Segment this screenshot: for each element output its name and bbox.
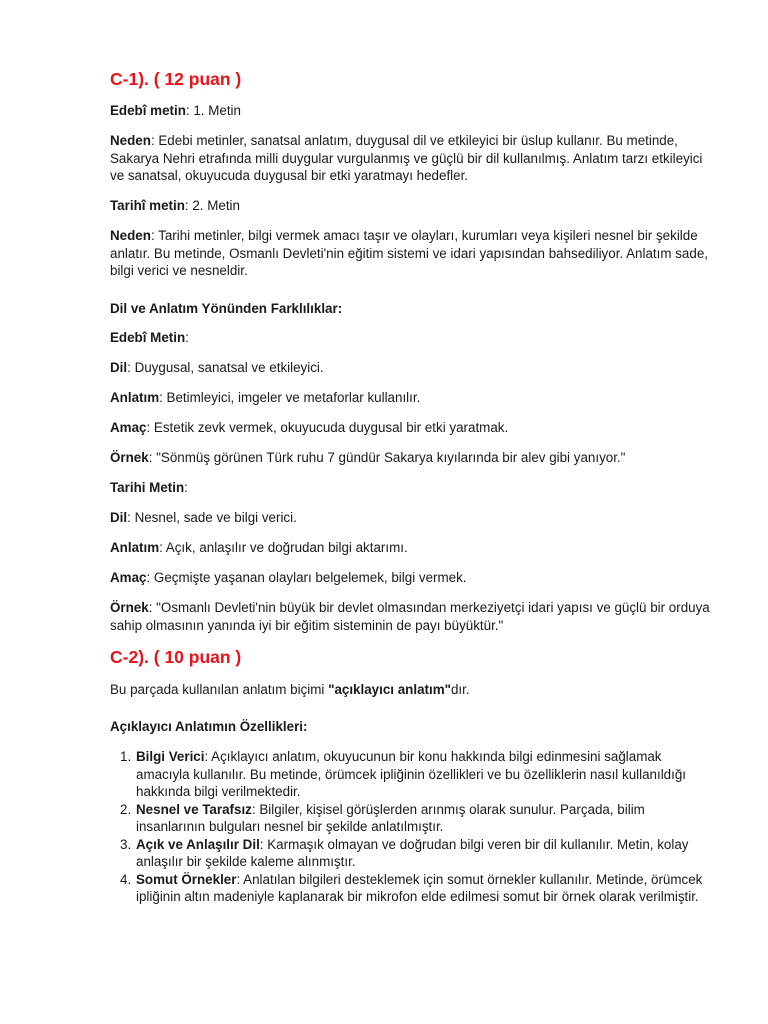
tarihi-metin-line [110, 197, 710, 215]
differences-heading: Dil ve Anlatım Yönünden Farklılıklar: [110, 301, 343, 316]
neden-paragraph-1 [110, 132, 710, 185]
features-list [110, 748, 710, 906]
list-item: 3. Açık ve Anlaşılır Dil: Karmaşık olmayan ve doğrudan bilgi veren bir dil kullanılır. Metin, kolay anlaşılır bir şekilde kaleme alınmıştır. [120, 836, 689, 869]
tarihi-amac-line: Amaç: Geçmişte yaşanan olayları belgelemek, bilgi vermek. [110, 570, 467, 585]
edebi-amac-line: Amaç: Estetik zevk vermek, okuyucuda duygusal bir etki yaratmak. [110, 420, 509, 435]
edebi-metin-label: Edebî metin [110, 103, 186, 118]
tarihi-metin-label: Tarihî metin [110, 198, 185, 213]
tarihi-metin-value: : 2. Metin [184, 198, 240, 213]
edebi-metin-value: : 1. Metin [185, 103, 241, 118]
tarihi-metin-subheading: Tarihi Metin: [110, 480, 188, 495]
tarihi-ornek-line: Örnek: "Osmanlı Devleti'nin büyük bir devlet olmasından merkeziyetçi idari yapısı ve güçlü bir orduya sahip olmasının yanında iyi bir eğitim sisteminin de payı büyüktür." [110, 600, 710, 633]
neden-label: Neden [110, 228, 151, 243]
edebi-anlatim-line: Anlatım: Betimleyici, imgeler ve metaforlar kullanılır. [110, 390, 421, 405]
c1-heading: C-1). ( 12 puan ) [110, 69, 242, 89]
tarihi-anlatim-line: Anlatım: Açık, anlaşılır ve doğrudan bilgi aktarımı. [110, 540, 408, 555]
edebi-metin-line [110, 102, 710, 120]
list-item: 1. Bilgi Verici: Açıklayıcı anlatım, okuyucunun bir konu hakkında bilgi edinmesini sağlamak amacıyla kullanılır. Bu metinde, örümcek ipliğinin özellikleri ve bu özelliklerin nasıl kullanıldığı hakkında bilgi verilmektedir. [120, 749, 687, 799]
edebi-metin-subheading: Edebî Metin: [110, 330, 189, 345]
list-item: 4. Somut Örnekler: Anlatılan bilgileri desteklemek için somut örnekler kullanılır. Metinde, örümcek ipliğinin altın madeniyle kaplanarak bir mikrofon elde edilmesi somut bir örnek olarak verilmiştir. [120, 871, 703, 904]
tarihi-dil-line: Dil: Nesnel, sade ve bilgi verici. [110, 510, 297, 525]
neden-label: Neden [110, 133, 151, 148]
c2-intro: Bu parçada kullanılan anlatım biçimi "açıklayıcı anlatım"dır. [110, 682, 470, 697]
list-item: 2. Nesnel ve Tarafsız: Bilgiler, kişisel görüşlerden arınmış olarak sunulur. Parçada, bilim insanlarının bulguları nesnel bir şekilde anlatılmıştır. [120, 801, 645, 834]
edebi-ornek-line: Örnek: "Sönmüş görünen Türk ruhu 7 gündür Sakarya kıyılarında bir alev gibi yanıyor." [110, 450, 626, 465]
c2-heading: C-2). ( 10 puan ) [110, 647, 242, 667]
neden-paragraph-2 [110, 227, 710, 280]
neden-text: : Edebi metinler, sanatsal anlatım, duygusal dil ve etkileyici bir üslup kullanır. Bu metinde, Sakarya Nehri etrafında milli duygular vurgulanmış ve güçlü bir dil kullanılmış. Anlatım tarzı etkileyici ve sanatsal, okuyucuda duygusal bir etki yaratmayı hedefler. [110, 133, 703, 183]
features-heading: Açıklayıcı Anlatımın Özellikleri: [110, 719, 308, 734]
neden-text: : Tarihi metinler, bilgi vermek amacı taşır ve olayları, kurumları veya kişileri nesnel bir şekilde anlatır. Bu metinde, Osmanlı Devleti'nin eğitim sistemi ve idari yapısından bahsediliyor. Anlatım sade, bilgi verici ve nesneldir. [110, 228, 708, 278]
edebi-dil-line: Dil: Duygusal, sanatsal ve etkileyici. [110, 360, 324, 375]
